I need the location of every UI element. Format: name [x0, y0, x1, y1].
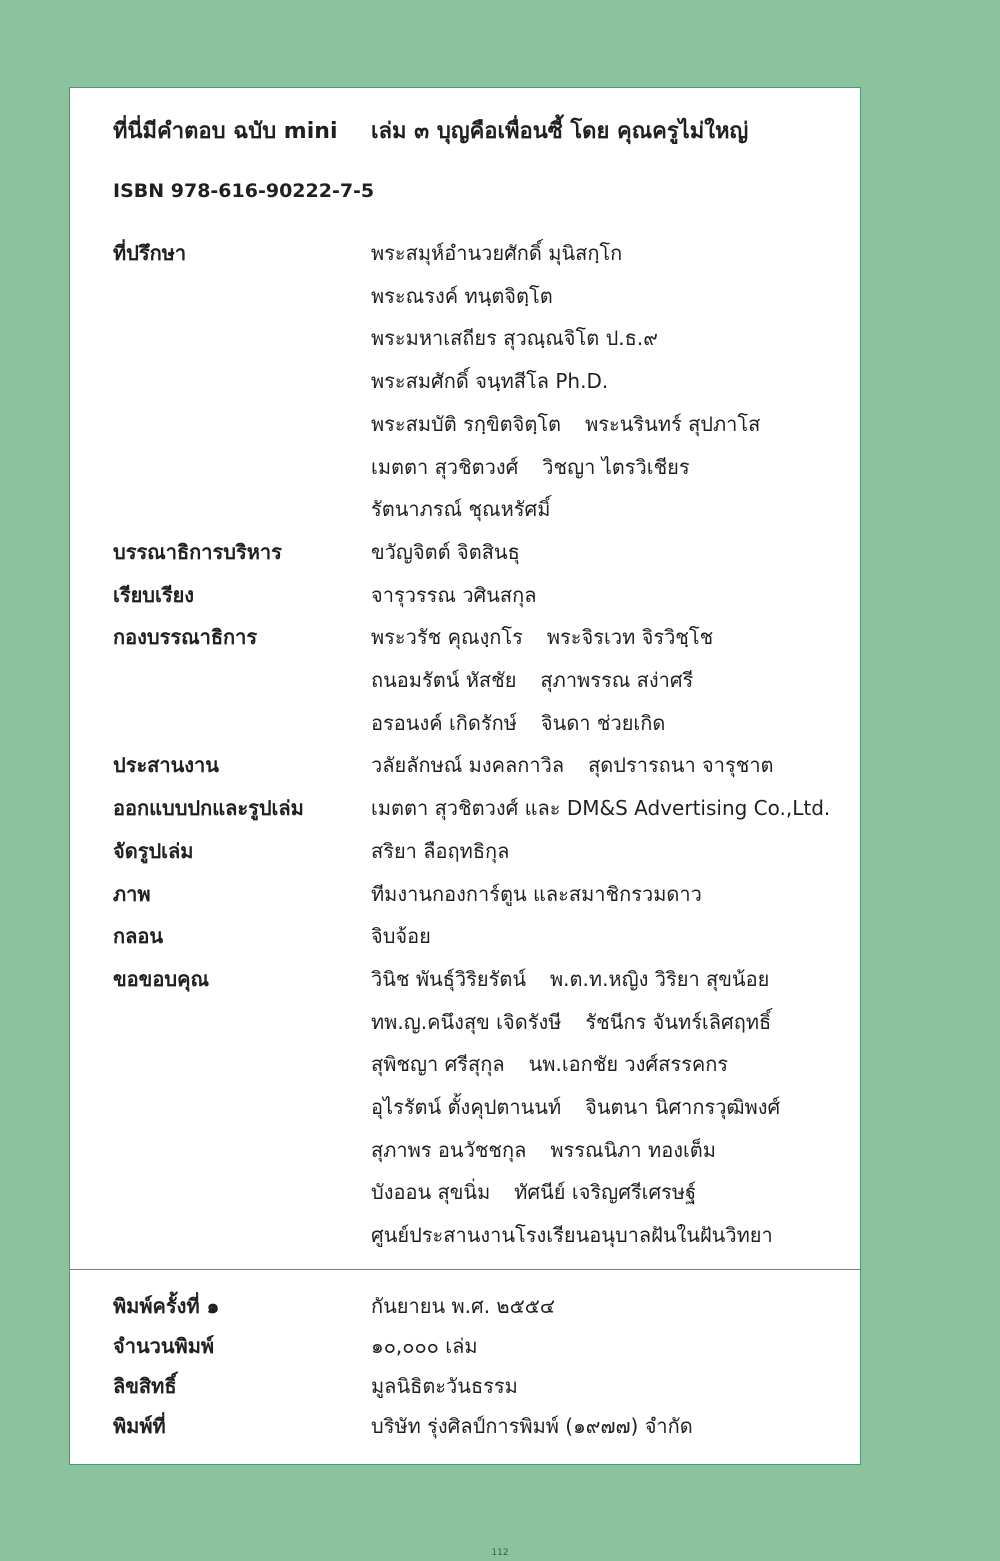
- credit-line: [371, 702, 858, 745]
- credit-name: รัชนีกร จันทร์เลิศฤทธิ์: [585, 1009, 772, 1034]
- page-number: 112: [491, 1548, 509, 1558]
- credit-row: [113, 616, 858, 744]
- credit-name: นพ.เอกชัย วงศ์สรรคกร: [528, 1052, 729, 1077]
- credit-row: [113, 531, 858, 574]
- credit-name: สริยา ลือฤทธิกุล: [371, 838, 510, 863]
- credit-name: วิชญา ไตรวิเชียร: [542, 454, 690, 479]
- credit-name: จิบจ้อย: [371, 924, 431, 949]
- imprint-value: กันยายน พ.ศ. ๒๕๕๔: [371, 1294, 556, 1318]
- credit-name: เมตตา สุวชิตวงศ์: [371, 454, 519, 479]
- credit-row: [113, 830, 858, 873]
- credit-line: [371, 275, 858, 318]
- credit-line: [371, 488, 858, 531]
- credit-line: [371, 1214, 858, 1257]
- credit-line: [371, 958, 858, 1001]
- credit-line: [371, 574, 858, 617]
- credit-name: จินดา ช่วยเกิด: [540, 710, 666, 735]
- credit-row: [113, 915, 858, 958]
- credit-line: [371, 232, 858, 275]
- imprint-label: พิมพ์ครั้งที่ ๑: [113, 1294, 220, 1318]
- credit-values: [371, 873, 858, 916]
- credit-name: ทพ.ญ.คนึงสุข เจิดรังษี: [371, 1009, 562, 1034]
- credit-line: [371, 830, 858, 873]
- credit-name: พ.ต.ท.หญิง วิริยา สุขน้อย: [550, 966, 770, 991]
- credit-label: บรรณาธิการบริหาร: [113, 539, 282, 564]
- credit-line: [371, 403, 858, 446]
- credit-name: พระสมบัติ รกฺขิตจิตฺโต: [371, 411, 562, 436]
- credit-line: [371, 873, 858, 916]
- imprint-row: [113, 1286, 858, 1326]
- credit-name: พระสมศักดิ์ จนฺทสีโล Ph.D.: [371, 369, 609, 394]
- credit-values: [371, 232, 858, 531]
- section-divider: [70, 1269, 860, 1270]
- credit-name: พระจิรเวท จิรวิชฺโช: [546, 625, 714, 650]
- credit-row: [113, 787, 858, 830]
- credit-values: [371, 958, 858, 1257]
- credit-values: [371, 616, 858, 744]
- book-title: [113, 114, 749, 150]
- imprint-value: บริษัท รุ่งศิลป์การพิมพ์ (๑๙๗๗) จำกัด: [371, 1414, 693, 1438]
- volume-title: เล่ม ๓ บุญคือเพื่อนซี้ โดย คุณครูไม่ใหญ่: [371, 119, 749, 144]
- credit-label: ประสานงาน: [113, 753, 219, 778]
- credit-label: ขอขอบคุณ: [113, 966, 209, 991]
- credit-name: สุภาพร อนวัชชกุล: [371, 1137, 527, 1162]
- imprint-label: ลิขสิทธิ์: [113, 1374, 177, 1398]
- series-title: ที่นี่มีคำตอบ ฉบับ mini: [113, 119, 338, 144]
- credit-line: [371, 1001, 858, 1044]
- imprint-value: ๑๐,๐๐๐ เล่ม: [371, 1334, 478, 1358]
- credit-name: สุภาพรรณ สง่าศรี: [540, 668, 694, 693]
- credit-name: พระณรงค์ ทนฺตจิตฺโต: [371, 283, 553, 308]
- imprint-label: พิมพ์ที่: [113, 1414, 166, 1438]
- imprint-row: [113, 1366, 858, 1406]
- credit-label: จัดรูปเล่ม: [113, 838, 194, 863]
- credit-name: รัตนาภรณ์ ชุณหรัศมิ์: [371, 497, 551, 522]
- credit-row: [113, 873, 858, 916]
- credit-name: จินตนา นิศากรวุฒิพงศ์: [585, 1095, 781, 1120]
- credit-label: เรียบเรียง: [113, 582, 195, 607]
- imprint-row: [113, 1406, 858, 1446]
- credit-label: ออกแบบปกและรูปเล่ม: [113, 796, 304, 821]
- credits-list: [113, 232, 858, 1257]
- credit-name: เมตตา สุวชิตวงศ์ และ DM&S Advertising Co.,Ltd.: [371, 796, 831, 821]
- credit-name: ถนอมรัตน์ หัสชัย: [371, 668, 517, 693]
- credit-name: พระมหาเสถียร สุวณฺณจิโต ป.ธ.๙: [371, 326, 658, 351]
- credit-row: [113, 574, 858, 617]
- credit-values: [371, 744, 858, 787]
- credit-line: [371, 659, 858, 702]
- credit-values: [371, 915, 858, 958]
- imprint-list: [113, 1286, 858, 1446]
- imprint-row: [113, 1326, 858, 1366]
- credit-line: [371, 360, 858, 403]
- credit-label: กลอน: [113, 924, 164, 949]
- credit-name: พระนรินทร์ สุปภาโส: [585, 411, 761, 436]
- credit-label: ที่ปรึกษา: [113, 241, 187, 265]
- credit-name: อรอนงค์ เกิดรักษ์: [371, 710, 517, 735]
- credit-name: สุดปรารถนา จารุชาต: [588, 753, 774, 778]
- credit-row: [113, 232, 858, 531]
- imprint-label: จำนวนพิมพ์: [113, 1334, 215, 1358]
- credit-values: [371, 787, 858, 830]
- credit-values: [371, 574, 858, 617]
- credit-row: [113, 744, 858, 787]
- credit-row: [113, 958, 858, 1257]
- credit-name: อุไรรัตน์ ตั้งคุปตานนท์: [371, 1095, 562, 1120]
- credit-line: [371, 1171, 858, 1214]
- credit-label: ภาพ: [113, 881, 151, 906]
- credit-name: ศูนย์ประสานงานโรงเรียนอนุบาลฝันในฝันวิทยา: [371, 1223, 773, 1248]
- credit-values: [371, 830, 858, 873]
- credit-name: จารุวรรณ วศินสกุล: [371, 582, 537, 607]
- credit-line: [371, 317, 858, 360]
- credit-name: ทีมงานกองการ์ตูน และสมาชิกรวมดาว: [371, 881, 702, 906]
- credit-name: วินิช พันธุ์วิริยรัตน์: [371, 966, 526, 991]
- credit-line: [371, 616, 858, 659]
- credit-values: [371, 531, 858, 574]
- credit-line: [371, 1086, 858, 1129]
- credit-line: [371, 446, 858, 489]
- credit-line: [371, 1043, 858, 1086]
- credit-line: [371, 744, 858, 787]
- credit-line: [371, 1129, 858, 1172]
- imprint-value: มูลนิธิตะวันธรรม: [371, 1374, 518, 1398]
- credit-name: วลัยลักษณ์ มงคลกาวิล: [371, 753, 565, 778]
- credit-line: [371, 787, 858, 830]
- credit-name: พรรณนิภา ทองเต็ม: [550, 1137, 716, 1162]
- credit-name: ขวัญจิตต์ จิตสินธุ: [371, 539, 520, 564]
- credit-line: [371, 915, 858, 958]
- colophon-card: [69, 87, 861, 1465]
- credit-name: ทัศนีย์ เจริญศรีเศรษฐ์: [514, 1180, 697, 1205]
- credit-label: กองบรรณาธิการ: [113, 625, 258, 650]
- credit-name: พระวรัช คุณงฺกโร: [371, 625, 523, 650]
- credit-line: [371, 531, 858, 574]
- credit-name: พระสมุห์อำนวยศักดิ์ มุนิสกฺโก: [371, 241, 623, 265]
- credit-name: สุพิชญา ศรีสุกุล: [371, 1052, 505, 1077]
- isbn: ISBN 978-616-90222-7-5: [113, 180, 375, 202]
- credit-name: บังออน สุขนิ่ม: [371, 1180, 491, 1205]
